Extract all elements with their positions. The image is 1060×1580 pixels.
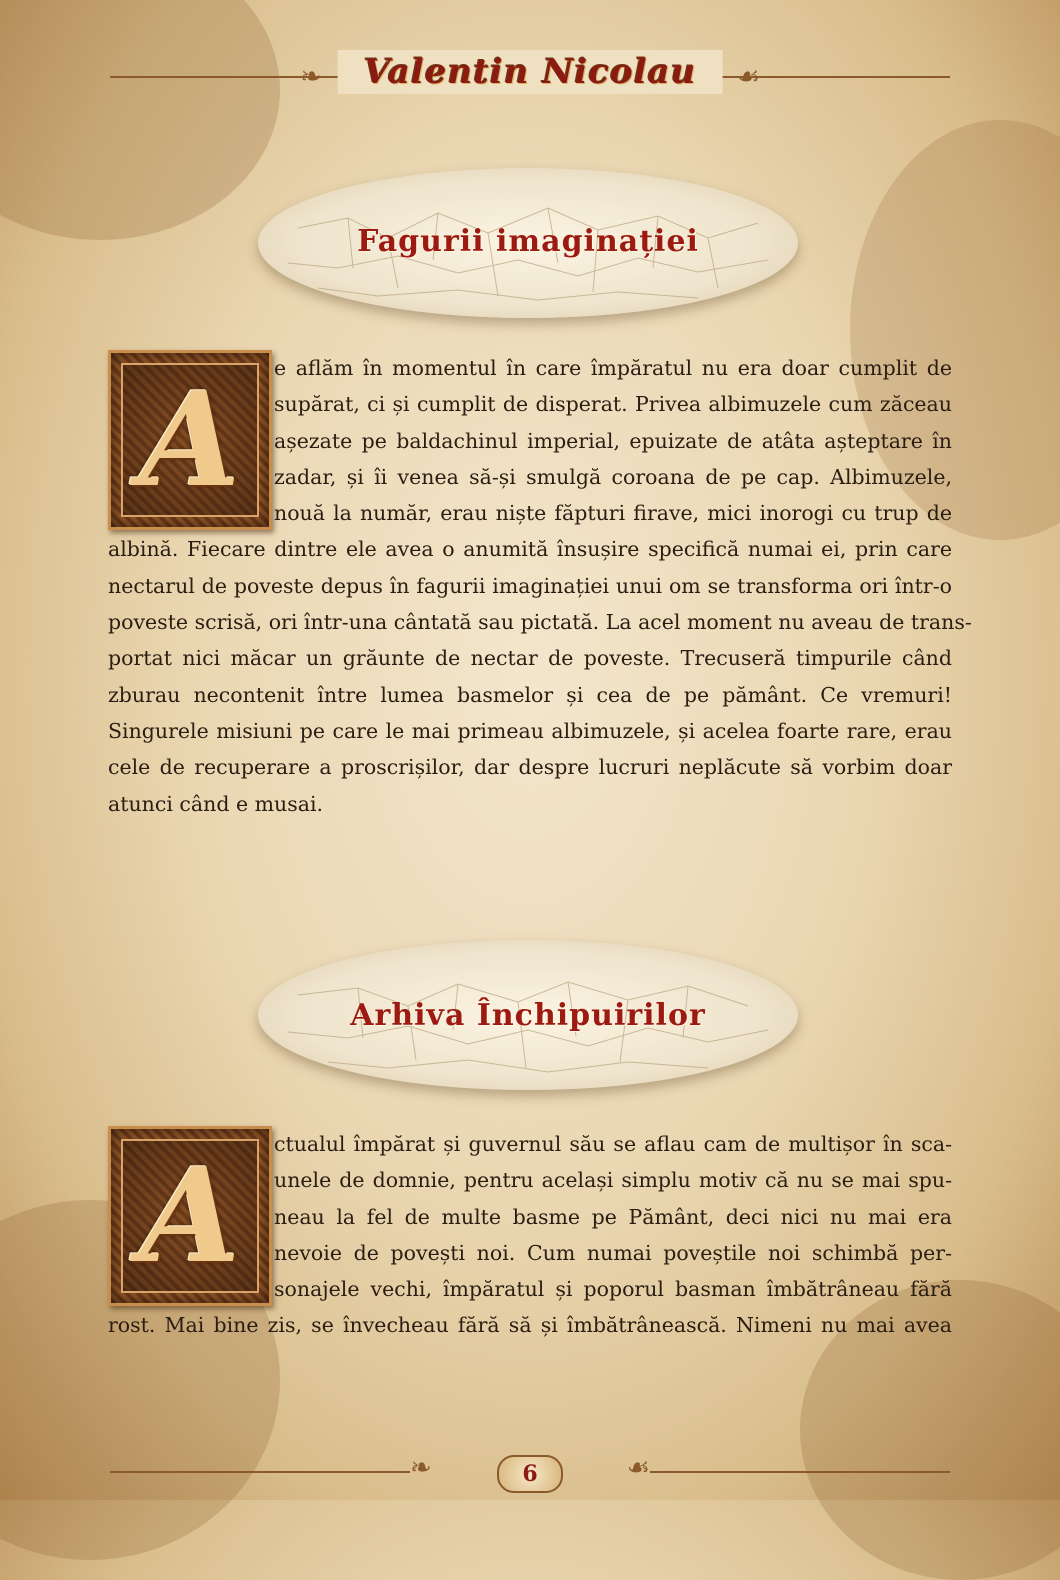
text-line: nectarul de poveste depus în fagurii imaginației unui om se transforma ori într-o bbox=[108, 573, 952, 598]
text-line: supărat, ci și cumplit de disperat. Privea albimuzele cum zăceau bbox=[274, 392, 952, 417]
text-line: Singurele misiuni pe care le mai primeau albimuzele, și acelea foarte rare, erau bbox=[108, 718, 952, 743]
text-line: albină. Fiecare dintre ele avea o anumită însușire specifică numai ei, prin care bbox=[108, 537, 952, 562]
parchment-stain bbox=[0, 0, 280, 240]
text-line: așezate pe baldachinul imperial, epuizate de atâta așteptare în bbox=[274, 428, 952, 453]
scroll-ornament-icon: ❧ bbox=[300, 62, 322, 92]
text-line: unele de domnie, pentru același simplu motiv că nu se mai spu- bbox=[274, 1168, 952, 1193]
text-line: cele de recuperare a proscrișilor, dar despre lucruri neplăcute să vorbim doar bbox=[108, 755, 952, 780]
drop-cap-letter: A bbox=[139, 363, 241, 516]
section-title: Fagurii imaginației bbox=[357, 224, 699, 259]
text-line: neau la fel de multe basme pe Pământ, deci nici nu mai era bbox=[274, 1204, 952, 1229]
text-line: atunci când e musai. bbox=[108, 791, 324, 816]
author-name: Valentin Nicolau bbox=[338, 50, 723, 94]
page-footer bbox=[110, 1455, 950, 1505]
page-number: 6 bbox=[497, 1455, 563, 1493]
section-title-banner bbox=[258, 940, 798, 1090]
footer-rule-left bbox=[110, 1471, 410, 1473]
text-line: rost. Mai bine zis, se învecheau fără să și îmbătrânească. Nimeni nu mai avea bbox=[108, 1313, 952, 1338]
text-line: sonajele vechi, împăratul și poporul basman îmbătrâneau fără bbox=[274, 1277, 952, 1302]
scroll-ornament-icon: ❧ bbox=[410, 1453, 432, 1483]
section-paragraph bbox=[108, 1126, 952, 1344]
section-paragraph bbox=[108, 350, 972, 822]
text-line: zburau necontenit între lumea basmelor și cea de pe pământ. Ce vremuri! bbox=[108, 682, 952, 707]
section-title-banner bbox=[258, 168, 798, 318]
text-line: nouă la număr, erau niște făpturi firave, mici inorogi cu trup de bbox=[274, 501, 952, 526]
scroll-ornament-icon: ☙ bbox=[736, 62, 760, 92]
text-line: ctualul împărat și guvernul său se aflau cam de multișor în sca- bbox=[274, 1132, 952, 1156]
text-line: poveste scrisă, ori într-una cântată sau pictată. La acel moment nu aveau de trans- bbox=[108, 610, 972, 635]
drop-cap-letter: A bbox=[139, 1139, 241, 1292]
footer-rule-right bbox=[650, 1471, 950, 1473]
page-header bbox=[110, 50, 950, 100]
text-line: portat nici măcar un grăunte de nectar de poveste. Trecuseră timpurile când bbox=[108, 646, 952, 671]
section-title: Arhiva Închipuirilor bbox=[350, 998, 706, 1033]
scroll-ornament-icon: ☙ bbox=[626, 1453, 650, 1483]
text-line: e aflăm în momentul în care împăratul nu era doar cumplit de bbox=[274, 356, 952, 380]
text-line: zadar, și îi venea să-și smulgă coroana de pe cap. Albimuzele, bbox=[274, 464, 952, 489]
text-line: nevoie de povești noi. Cum numai poveștile noi schimbă per- bbox=[274, 1240, 952, 1265]
